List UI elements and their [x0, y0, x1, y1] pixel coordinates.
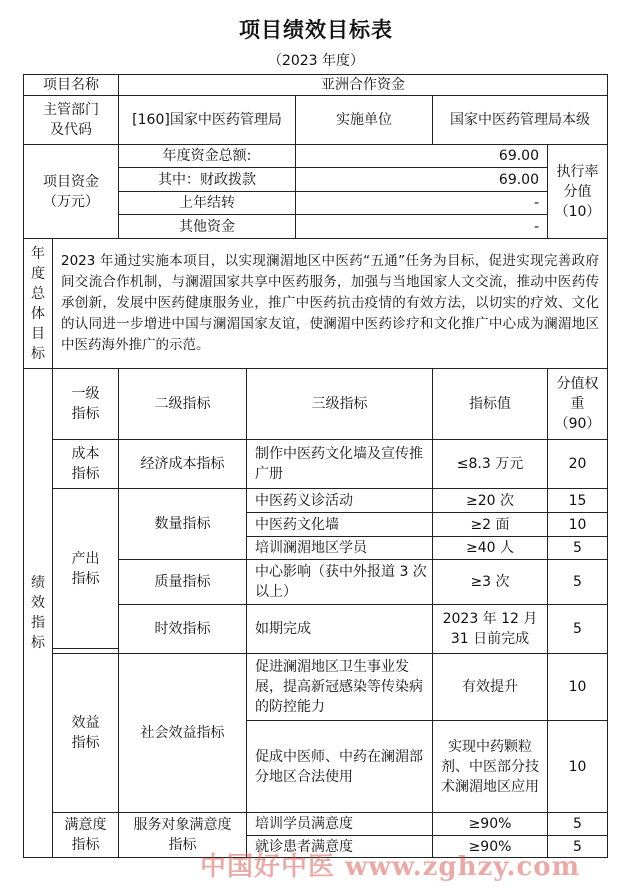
- q2-weight: 10: [547, 512, 608, 537]
- funds-fiscal-value: 69.00: [295, 167, 548, 192]
- s2-weight: 5: [547, 835, 608, 858]
- quality-weight: 5: [547, 559, 608, 605]
- q3-weight: 5: [547, 536, 608, 560]
- satisfaction-level2: 服务对象满意度指标: [118, 812, 247, 858]
- q1-weight: 15: [547, 488, 608, 513]
- s1-level3: 培训学员满意度: [246, 812, 433, 836]
- b1-value: 有效提升: [432, 653, 548, 721]
- header-level1: 一级指标: [52, 368, 119, 440]
- q3-level3: 培训澜湄地区学员: [246, 536, 433, 560]
- cost-weight: 20: [547, 439, 608, 489]
- time-value: 2023 年 12 月 31 日前完成: [432, 604, 548, 654]
- dept-label: 主管部门及代码: [23, 95, 119, 145]
- header-value: 指标值: [432, 368, 548, 440]
- header-level3: 三级指标: [246, 368, 433, 440]
- q2-value: ≥2 面: [432, 512, 548, 537]
- quality-level3: 中心影响（获中外报道 3 次以上）: [246, 559, 433, 605]
- b2-value: 实现中药颗粒剂、中医部分技术澜湄地区应用: [432, 720, 548, 813]
- dept-value: [160]国家中医药管理局: [118, 95, 296, 145]
- benefit-level2: 社会效益指标: [118, 653, 247, 813]
- unit-label: 实施单位: [295, 95, 433, 145]
- quantity-level2: 数量指标: [118, 488, 247, 560]
- benefit-level1: 效益指标: [52, 653, 119, 813]
- funds-carryover-label: 上年结转: [118, 191, 296, 215]
- q3-value: ≥40 人: [432, 536, 548, 560]
- funds-carryover-value: -: [295, 191, 548, 215]
- b1-weight: 10: [547, 653, 608, 721]
- indicators-section-label: [23, 368, 53, 858]
- quality-value: ≥3 次: [432, 559, 548, 605]
- quality-level2: 质量指标: [118, 559, 247, 605]
- time-level3: 如期完成: [246, 604, 433, 654]
- funds-fiscal-label: 其中：财政拨款: [118, 167, 296, 192]
- s2-value: ≥90%: [432, 835, 548, 858]
- cost-level2: 经济成本指标: [118, 439, 247, 489]
- b2-level3: 促成中医师、中药在澜湄部分地区合法使用: [246, 720, 433, 813]
- header-level2: 二级指标: [118, 368, 247, 440]
- time-weight: 5: [547, 604, 608, 654]
- indicators-section-text: 绩效指标: [31, 575, 45, 651]
- project-name-value: 亚洲合作资金: [118, 74, 608, 96]
- q1-value: ≥20 次: [432, 488, 548, 513]
- funds-other-value: -: [295, 214, 548, 239]
- s1-value: ≥90%: [432, 812, 548, 836]
- cost-level1: 成本指标: [52, 439, 119, 489]
- funds-other-label: 其他资金: [118, 214, 296, 239]
- s2-level3: 就诊患者满意度: [246, 835, 433, 858]
- header-weight: 分值权重（90）: [547, 368, 608, 440]
- q2-level3: 中医药文化墙: [246, 512, 433, 537]
- time-level2: 时效指标: [118, 604, 247, 654]
- project-name-label: 项目名称: [23, 74, 119, 96]
- goal-text: 2023 年通过实施本项目，以实现澜湄地区中医药“五通”任务为目标，促进实现完善政府间交流合作机制，与澜湄国家共享中医药服务，加强与当地国家人文交流，推动中医药传承创新，发展中医药健康服务业，推广中医药抗击疫情的有效方法，以切实的疗效、文化的认同进一步增进中国与澜湄国家友谊，使澜湄中医药诊疗和文化推广中心成为澜湄地区中医药海外推广的示范。: [52, 238, 608, 369]
- site-watermark: 中国好中医 www.zghzy.com: [200, 852, 581, 882]
- b1-level3: 促进澜湄地区卫生事业发展，提高新冠感染等传染病的防控能力: [246, 653, 433, 721]
- goal-label-text: 年度总体目标: [31, 245, 45, 362]
- cost-value: ≤8.3 万元: [432, 439, 548, 489]
- output-level1: 产出指标: [52, 488, 119, 649]
- funds-label: 项目资金（万元）: [23, 144, 119, 239]
- unit-value: 国家中医药管理局本级: [432, 95, 608, 145]
- document-title: 项目绩效目标表: [239, 18, 393, 42]
- goal-label: [23, 238, 53, 369]
- b2-weight: 10: [547, 720, 608, 813]
- cost-level3: 制作中医药文化墙及宣传推广册: [246, 439, 433, 489]
- funds-total-value: 69.00: [295, 144, 548, 168]
- s1-weight: 5: [547, 812, 608, 836]
- satisfaction-level1: 满意度指标: [52, 812, 119, 858]
- funds-total-label: 年度资金总额:: [118, 144, 296, 168]
- q1-level3: 中医药义诊活动: [246, 488, 433, 513]
- document-year: （2023 年度）: [267, 53, 365, 69]
- exec-rate-label: 执行率分值（10）: [547, 144, 608, 239]
